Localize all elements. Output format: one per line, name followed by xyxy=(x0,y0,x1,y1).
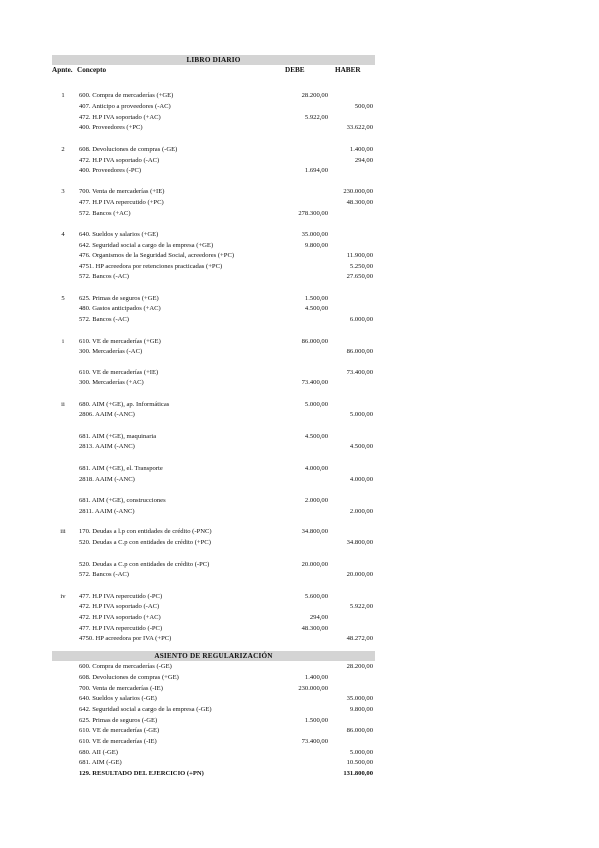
reg-debe: 1.500,00 xyxy=(304,717,328,724)
entry-row xyxy=(0,347,599,357)
entry-haber: 27.650,00 xyxy=(346,273,373,280)
reg-concept: 642. Seguridad social a cargo de la empresa (-GE) xyxy=(79,706,212,713)
entry-num: 5 xyxy=(61,295,65,302)
entry-row xyxy=(0,209,599,219)
entry-concept: 300. Mercaderías (+AC) xyxy=(79,379,144,386)
entry-debe: 73.400,00 xyxy=(301,379,328,386)
entry-debe: 5.000,00 xyxy=(304,401,328,408)
entry-concept: 4750. HP acreedora por IVA (+PC) xyxy=(79,635,172,642)
reg-row xyxy=(0,662,599,672)
entry-concept: 610. VE de mercaderías (+IE) xyxy=(79,369,159,376)
reg-concept: 681. AIM (-GE) xyxy=(79,759,122,766)
entry-num: i xyxy=(62,338,64,345)
entry-concept: 477. H.P IVA repercutido (-PC) xyxy=(79,625,163,632)
entry-concept: 480. Gastos anticipados (+AC) xyxy=(79,305,161,312)
libro-diario-title: LIBRO DIARIO xyxy=(52,55,375,65)
entry-concept: 400. Proveedores (+PC) xyxy=(79,124,143,131)
reg-concept: 680. AII (-GE) xyxy=(79,749,119,756)
reg-row xyxy=(0,758,599,768)
entry-debe: 5.922,00 xyxy=(304,114,328,121)
entry-row xyxy=(0,475,599,485)
entry-concept: 640. Sueldos y salarios (+GE) xyxy=(79,231,159,238)
entry-haber: 20.000,00 xyxy=(346,571,373,578)
entry-debe: 28.200,00 xyxy=(301,92,328,99)
reg-haber: 131.800,00 xyxy=(343,770,373,777)
entry-concept: 477. H.P IVA repercutido (+PC) xyxy=(79,199,164,206)
entry-row xyxy=(0,187,599,197)
entry-haber: 6.000,00 xyxy=(349,316,373,323)
entry-concept: 472. H.P IVA soportado (+AC) xyxy=(79,114,161,121)
regularizacion-title: ASIENTO DE REGULARIZACIÓN xyxy=(52,651,375,661)
entry-concept: 680. AIM (+GE), ap. Informáticas xyxy=(79,401,170,408)
reg-concept: 600. Compra de mercaderías (-GE) xyxy=(79,663,172,670)
entry-row xyxy=(0,337,599,347)
entry-concept: 700. Venta de mercaderías (+IE) xyxy=(79,188,165,195)
entry-concept: 4751. HP acreedora por retenciones practicadas (+PC) xyxy=(79,263,223,270)
reg-concept: 700. Venta de mercaderías (-IE) xyxy=(79,685,163,692)
entry-row xyxy=(0,442,599,452)
entry-concept: 642. Seguridad social a cargo de la empresa (+GE) xyxy=(79,242,214,249)
entry-debe: 48.300,00 xyxy=(301,625,328,632)
entry-row xyxy=(0,560,599,570)
entry-concept: 572. Bancos (-AC) xyxy=(79,571,129,578)
entry-concept: 610. VE de mercaderías (+GE) xyxy=(79,338,161,345)
entry-concept: 170. Deudas a l.p con entidades de crédito (-PNC) xyxy=(79,528,212,535)
entry-row xyxy=(0,156,599,166)
reg-row xyxy=(0,726,599,736)
reg-concept: 640. Sueldos y salarios (-GE) xyxy=(79,695,157,702)
entry-row xyxy=(0,315,599,325)
reg-concept: 129. RESULTADO DEL EJERCICIO (+PN) xyxy=(79,770,204,777)
entry-num: iii xyxy=(60,528,66,535)
entry-haber: 73.400,00 xyxy=(346,369,373,376)
entry-concept: 572. Bancos (-AC) xyxy=(79,273,129,280)
header-concepto: Concepto xyxy=(77,66,107,74)
entry-concept: 600. Compra de mercaderías (+GE) xyxy=(79,92,174,99)
entry-concept: 681. AIM (+GE), maquinaria xyxy=(79,433,157,440)
header-debe: DEBE xyxy=(285,66,305,74)
entry-row xyxy=(0,145,599,155)
entry-num: 4 xyxy=(61,231,65,238)
entry-row xyxy=(0,304,599,314)
reg-concept: 625. Primas de seguros (-GE) xyxy=(79,717,158,724)
reg-debe: 73.400,00 xyxy=(301,738,328,745)
entry-row xyxy=(0,538,599,548)
entry-row xyxy=(0,102,599,112)
entry-haber: 86.000,00 xyxy=(346,348,373,355)
reg-row xyxy=(0,684,599,694)
reg-haber: 28.200,00 xyxy=(346,663,373,670)
entry-row xyxy=(0,570,599,580)
entry-num: iv xyxy=(60,593,66,600)
entry-haber: 48.300,00 xyxy=(346,199,373,206)
entry-concept: 2818. AAIM (-ANC) xyxy=(79,476,135,483)
reg-row xyxy=(0,769,599,779)
entry-row xyxy=(0,166,599,176)
reg-row xyxy=(0,705,599,715)
entry-row xyxy=(0,592,599,602)
entry-concept: 2811. AAIM (-ANC) xyxy=(79,508,135,515)
entry-num: ii xyxy=(61,401,65,408)
entry-concept: 625. Primas de seguros (+GE) xyxy=(79,295,159,302)
reg-row xyxy=(0,716,599,726)
entry-row xyxy=(0,123,599,133)
entry-row xyxy=(0,400,599,410)
reg-haber: 9.800,00 xyxy=(349,706,373,713)
entry-row xyxy=(0,613,599,623)
entry-debe: 9.800,00 xyxy=(304,242,328,249)
entry-row xyxy=(0,496,599,506)
entry-concept: 681. AIM (+GE), el. Transporte xyxy=(79,465,163,472)
entry-debe: 4.500,00 xyxy=(304,305,328,312)
entry-haber: 4.500,00 xyxy=(349,443,373,450)
entry-debe: 86.000,00 xyxy=(301,338,328,345)
entry-row xyxy=(0,91,599,101)
entry-row xyxy=(0,230,599,240)
entry-haber: 1.400,00 xyxy=(349,146,373,153)
entry-haber: 33.622,00 xyxy=(346,124,373,131)
entry-num: 3 xyxy=(61,188,65,195)
entry-concept: 2813. AAIM (-ANC) xyxy=(79,443,135,450)
entry-row xyxy=(0,432,599,442)
entry-concept: 477. H.P IVA repercutido (-PC) xyxy=(79,593,163,600)
entry-row xyxy=(0,527,599,537)
entry-haber: 11.900,00 xyxy=(346,252,373,259)
entry-row xyxy=(0,602,599,612)
entry-row xyxy=(0,464,599,474)
entry-debe: 4.000,00 xyxy=(304,465,328,472)
entry-row xyxy=(0,294,599,304)
header-apunte: Apnte. xyxy=(52,66,73,74)
header-haber: HABER xyxy=(335,66,361,74)
reg-haber: 5.000,00 xyxy=(349,749,373,756)
reg-concept: 610. VE de mercaderías (-GE) xyxy=(79,727,160,734)
entry-debe: 294,00 xyxy=(309,614,328,621)
entry-concept: 572. Bancos (-AC) xyxy=(79,316,129,323)
entry-haber: 48.272,00 xyxy=(346,635,373,642)
entry-debe: 2.000,00 xyxy=(304,497,328,504)
entry-row xyxy=(0,272,599,282)
entry-num: 1 xyxy=(61,92,65,99)
entry-concept: 520. Deudas a C.p con entidades de crédito (+PC) xyxy=(79,539,211,546)
entry-row xyxy=(0,262,599,272)
entry-row xyxy=(0,410,599,420)
entry-num: 2 xyxy=(61,146,65,153)
entry-haber: 294,00 xyxy=(354,157,373,164)
entry-haber: 5.000,00 xyxy=(349,411,373,418)
entry-concept: 472. H.P IVA soportado (+AC) xyxy=(79,614,161,621)
entry-concept: 681. AIM (+GE), construcciones xyxy=(79,497,166,504)
reg-haber: 86.000,00 xyxy=(346,727,373,734)
entry-debe: 34.800,00 xyxy=(301,528,328,535)
entry-haber: 230.000,00 xyxy=(343,188,373,195)
reg-haber: 10.500,00 xyxy=(346,759,373,766)
reg-row xyxy=(0,737,599,747)
entry-row xyxy=(0,507,599,517)
entry-concept: 476. Organismos de la Seguridad Social, acreedores (+PC) xyxy=(79,252,235,259)
entry-concept: 300. Mercaderías (-AC) xyxy=(79,348,143,355)
column-headers xyxy=(52,66,375,76)
entry-haber: 5.922,00 xyxy=(349,603,373,610)
reg-debe: 230.000,00 xyxy=(298,685,328,692)
entry-debe: 1.500,00 xyxy=(304,295,328,302)
entry-row xyxy=(0,634,599,644)
entry-debe: 5.600,00 xyxy=(304,593,328,600)
entry-debe: 1.694,00 xyxy=(304,167,328,174)
entry-concept: 472. H.P IVA soportado (-AC) xyxy=(79,603,160,610)
entry-concept: 2806. AAIM (-ANC) xyxy=(79,411,135,418)
entry-row xyxy=(0,378,599,388)
entry-concept: 520. Deudas a C.p con entidades de crédito (-PC) xyxy=(79,561,210,568)
entry-row xyxy=(0,241,599,251)
entry-row xyxy=(0,113,599,123)
entry-debe: 278.300,00 xyxy=(298,210,328,217)
reg-debe: 1.400,00 xyxy=(304,674,328,681)
entry-row xyxy=(0,198,599,208)
entry-debe: 35.000,00 xyxy=(301,231,328,238)
reg-row xyxy=(0,748,599,758)
reg-row xyxy=(0,673,599,683)
entry-concept: 407. Anticipo a proveedores (-AC) xyxy=(79,103,171,110)
entry-debe: 4.500,00 xyxy=(304,433,328,440)
entry-row xyxy=(0,368,599,378)
entry-debe: 20.000,00 xyxy=(301,561,328,568)
reg-haber: 35.000,00 xyxy=(346,695,373,702)
reg-concept: 610. VE de mercaderías (-IE) xyxy=(79,738,157,745)
reg-concept: 608. Devoluciones de compras (+GE) xyxy=(79,674,179,681)
entry-concept: 608. Devoluciones de compras (-GE) xyxy=(79,146,178,153)
entry-haber: 4.000,00 xyxy=(349,476,373,483)
reg-row xyxy=(0,694,599,704)
entry-concept: 572. Bancos (+AC) xyxy=(79,210,131,217)
entry-haber: 34.800,00 xyxy=(346,539,373,546)
entry-haber: 500,00 xyxy=(354,103,373,110)
entry-row xyxy=(0,624,599,634)
entry-row xyxy=(0,251,599,261)
entry-haber: 2.000,00 xyxy=(349,508,373,515)
entry-concept: 400. Proveedores (-PC) xyxy=(79,167,142,174)
entry-haber: 5.250,00 xyxy=(349,263,373,270)
entry-concept: 472. H.P IVA soportado (-AC) xyxy=(79,157,160,164)
